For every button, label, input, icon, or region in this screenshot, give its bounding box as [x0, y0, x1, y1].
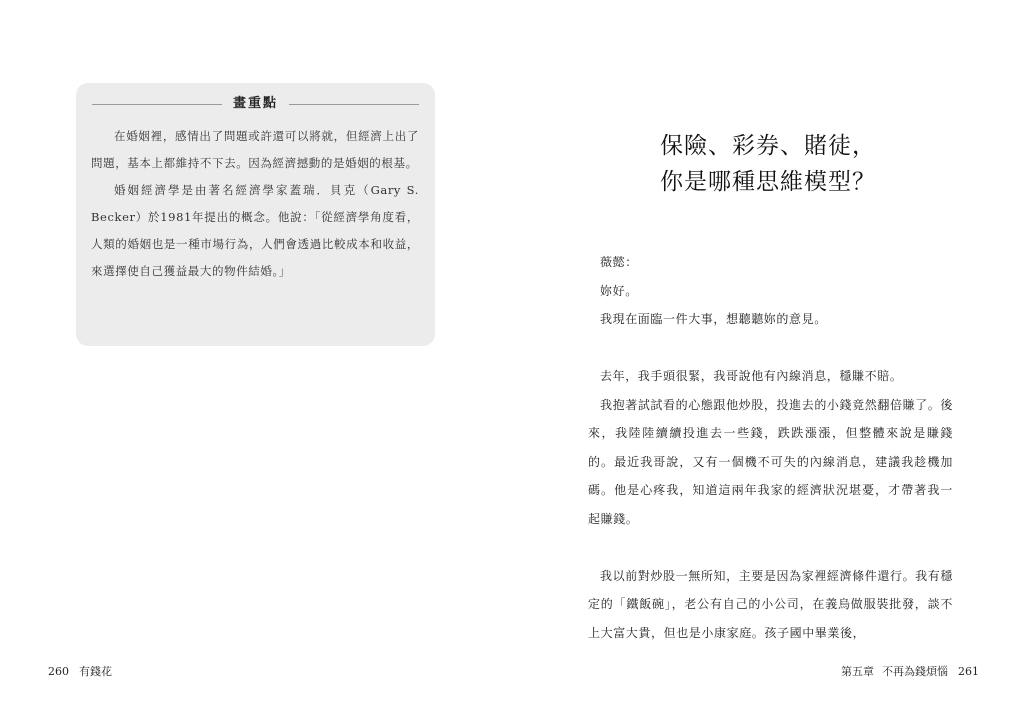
right-page	[512, 0, 1024, 726]
letter-paragraph: 我現在面臨一件大事，想聽聽妳的意見。	[600, 312, 827, 326]
section-title-line-2: 你是哪種思維模型？	[660, 169, 876, 195]
section-title	[512, 128, 1024, 200]
key-points-paragraph: 婚姻經濟學是由著名經濟學家蓋瑞．貝克（Gary S. Becker）於1981年提出的概念。他說：「從經濟學角度看，人類的婚姻也是一種市場行為，人們會透過比較成本和收益，來選擇使自己獲益最大的物件結婚。」	[91, 183, 419, 278]
letter-paragraph: 我以前對炒股一無所知，主要是因為家裡經濟條件還行。我有穩定的「鐵飯碗」，老公有自己的小公司，在義烏做服裝批發，談不上大富大貴，但也是小康家庭。孩子國中畢業後，	[588, 568, 953, 640]
book-title: 有錢花	[79, 665, 112, 678]
key-points-header	[92, 93, 419, 115]
letter-paragraph: 我抱著試試看的心態跟他炒股，投進去的小錢竟然翻倍賺了。後來，我陸陸續續投進去一些錢，跌跌漲漲，但整體來說是賺錢的。最近我哥說，又有一個機不可失的內線消息，建議我趁機加碼。他是心疼我，知道這兩年我家的經濟狀況堪憂，才帶著我一起賺錢。	[588, 397, 953, 526]
chapter-label: 第五章	[841, 665, 874, 678]
key-points-title: 畫重點	[232, 96, 278, 111]
key-points-body	[91, 123, 419, 285]
header-divider-right	[289, 104, 419, 105]
right-page-footer	[841, 662, 979, 682]
section-title-line-1: 保險、彩券、賭徒，	[660, 133, 876, 159]
key-points-box	[76, 83, 435, 346]
reader-letter	[588, 248, 953, 647]
key-points-paragraph: 在婚姻裡，感情出了問題或許還可以將就，但經濟上出了問題，基本上都維持不下去。因為經濟撼動的是婚姻的根基。	[91, 129, 419, 170]
page-number: 261	[958, 665, 979, 678]
left-page-footer	[48, 662, 112, 682]
page-number: 260	[48, 665, 69, 678]
paragraph-gap	[588, 334, 953, 363]
chapter-title: 不再為錢煩惱	[882, 665, 948, 678]
letter-paragraph: 去年，我手頭很緊，我哥說他有內線消息，穩賺不賠。	[600, 369, 903, 383]
letter-salutation: 薇懿：	[600, 255, 638, 269]
paragraph-gap	[588, 533, 953, 562]
letter-greeting: 妳好。	[600, 283, 638, 298]
